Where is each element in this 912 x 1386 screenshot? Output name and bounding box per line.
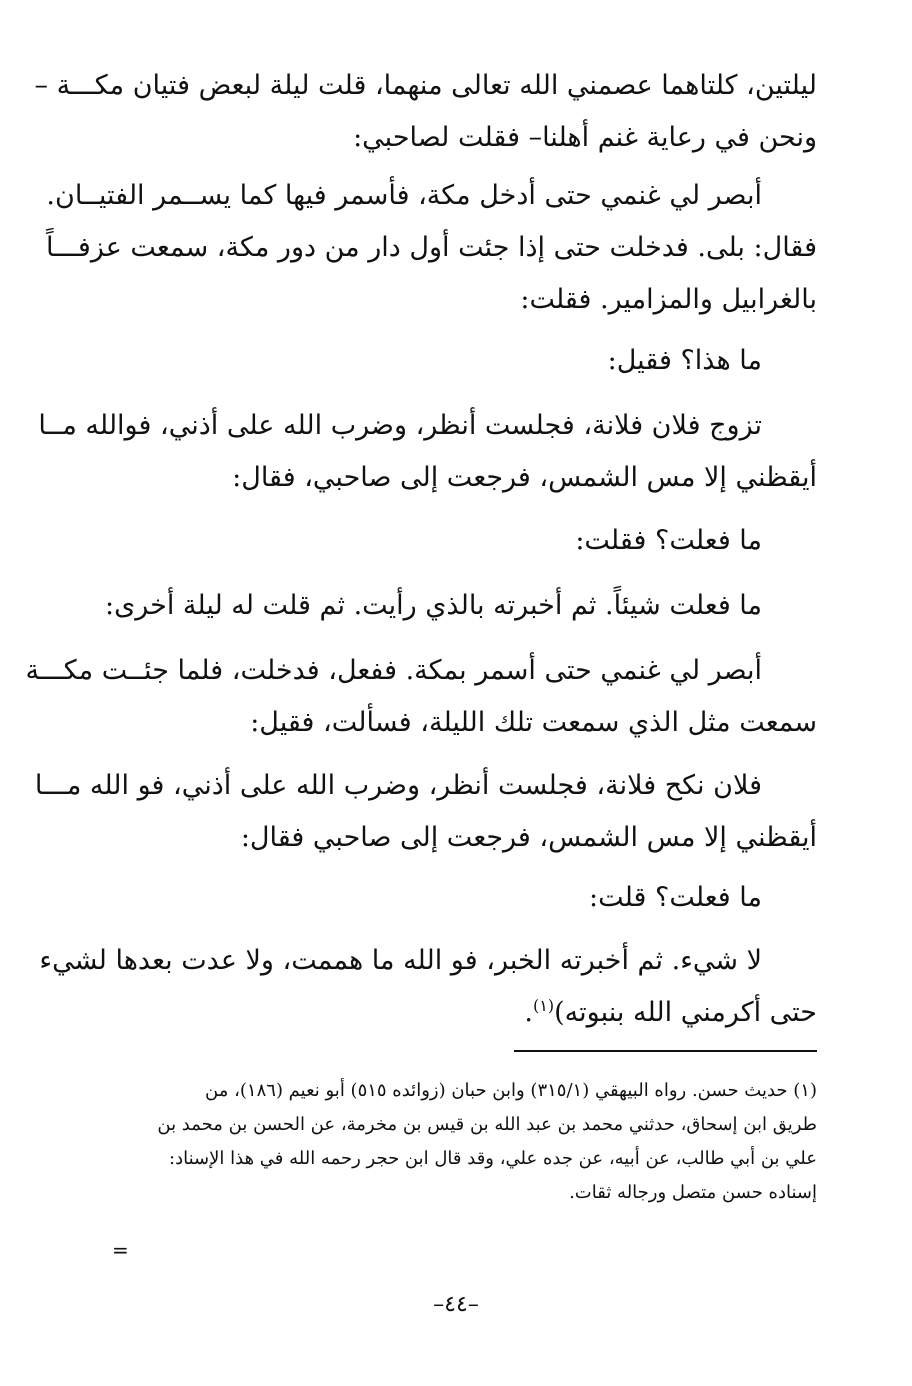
- paragraph-4: [38, 400, 817, 504]
- paragraph-line: فقال: بلى. فدخلت حتى إذا جئت أول دار من دور مكة، سمعت عزفـــاً: [45, 232, 817, 263]
- paragraph-line: سمعت مثل الذي سمعت تلك الليلة، فسألت، فقيل:: [250, 707, 817, 738]
- paragraph-8: [34, 760, 817, 864]
- paragraph-9: [100, 872, 817, 924]
- paragraph-line: لا شيء. ثم أخبرته الخبر، فو الله ما هممت، ولا عدت بعدها لشيء: [39, 945, 762, 976]
- page-number: –٤٤–: [433, 1292, 479, 1317]
- paragraph-line: ما فعلت شيئاً. ثم أخبرته بالذي رأيت. ثم قلت له ليلة أخرى:: [105, 590, 762, 621]
- footnote-line: (١) حديث حسن. رواه البيهقي (٣١٥/١) وابن حبان (زوائده ٥١٥) أبو نعيم (١٨٦)، من: [205, 1080, 817, 1101]
- footnote-line: طريق ابن إسحاق، حدثني محمد بن عبد الله بن قيس بن مخرمة، عن الحسن بن محمد بن: [157, 1114, 817, 1135]
- paragraph-1: [34, 60, 817, 164]
- paragraph-6: [100, 580, 817, 632]
- paragraph-line: أبصر لي غنمي حتى أسمر بمكة. ففعل، فدخلت، فلما جئــت مكـــة: [25, 655, 762, 686]
- paragraph-line: ونحن في رعاية غنم أهلنا– فقلت لصاحبي:: [353, 122, 817, 153]
- continuation-mark: =: [112, 1238, 129, 1262]
- paragraph-line: أيقظني إلا مس الشمس، فرجعت إلى صاحبي، فقال:: [232, 462, 817, 493]
- paragraph-line: ما فعلت؟ قلت:: [588, 882, 762, 913]
- footnote: [100, 1074, 817, 1210]
- paragraph-line: بالغرابيل والمزامير. فقلت:: [520, 284, 817, 315]
- paragraph-5: [100, 515, 817, 567]
- paragraph-line: [100, 987, 817, 1039]
- paragraph-line: ما فعلت؟ فقلت:: [575, 525, 762, 556]
- paragraph-7: [25, 645, 817, 749]
- sentence-end: .: [524, 997, 534, 1028]
- footnote-line: علي بن أبي طالب، عن أبيه، عن جده علي، وقد قال ابن حجر رحمه الله في هذا الإسناد:: [169, 1148, 817, 1169]
- footnote-line: إسناده حسن متصل ورجاله ثقات.: [569, 1182, 817, 1203]
- paragraph-2: [45, 170, 817, 326]
- paragraph-line: فلان نكح فلانة، فجلست أنظر، وضرب الله على أذني، فو الله مـــا: [34, 770, 762, 801]
- paragraph-10: [39, 935, 817, 1039]
- paragraph-line: ما هذا؟ فقيل:: [607, 345, 762, 376]
- paragraph-line: أيقظني إلا مس الشمس، فرجعت إلى صاحبي فقال:: [240, 822, 817, 853]
- paragraph-3: [100, 335, 817, 387]
- paragraph-line: تزوج فلان فلانة، فجلست أنظر، وضرب الله على أذني، فوالله مــا: [38, 410, 762, 441]
- paragraph-line-text: حتى أكرمني الله بنبوته): [554, 997, 817, 1028]
- footnote-separator: [514, 1050, 817, 1052]
- footnote-reference[interactable]: (١): [533, 996, 555, 1015]
- paragraph-line: أبصر لي غنمي حتى أدخل مكة، فأسمر فيها كما يســمر الفتيــان.: [46, 180, 762, 211]
- paragraph-line: ليلتين، كلتاهما عصمني الله تعالى منهما، قلت ليلة لبعض فتيان مكـــة –: [34, 70, 817, 101]
